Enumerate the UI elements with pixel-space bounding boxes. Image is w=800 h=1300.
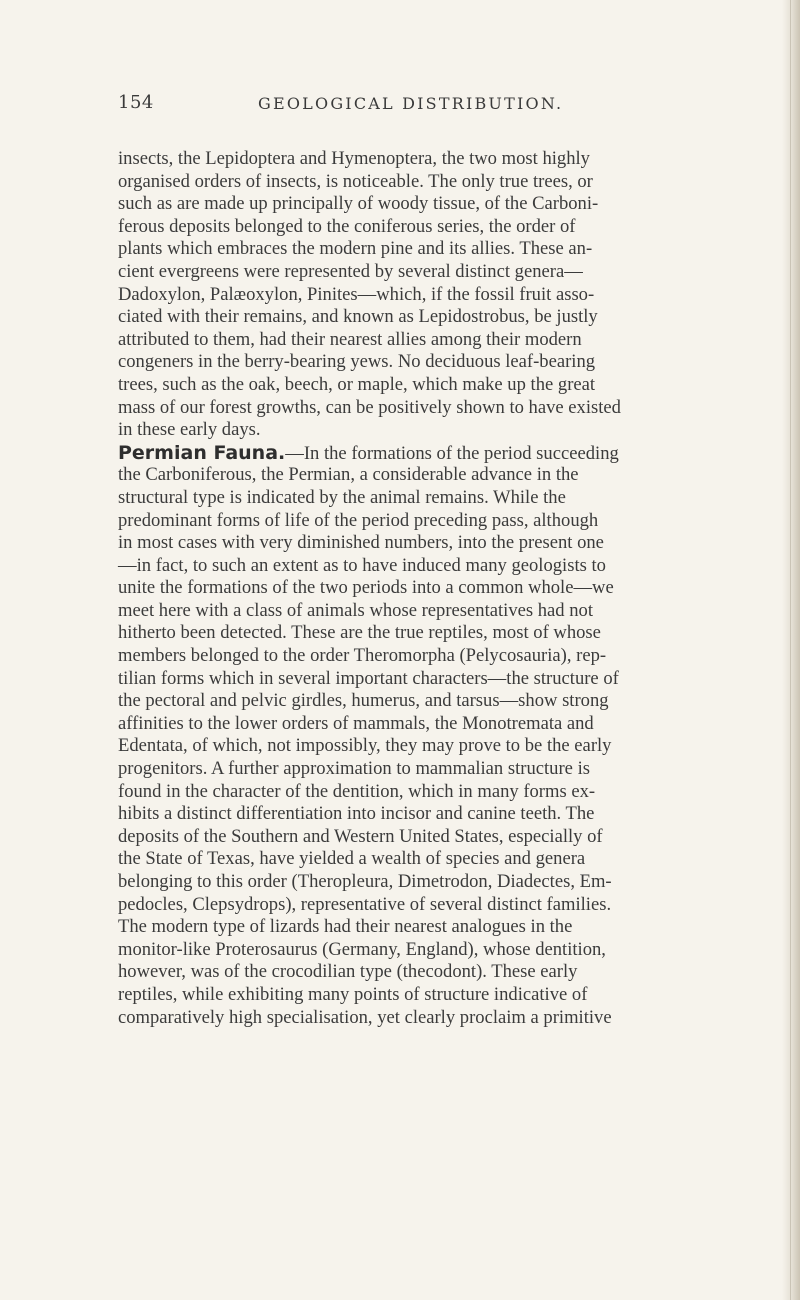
text-line: unite the formations of the two periods into a common whole—we — [118, 577, 614, 599]
text-line: comparatively high specialisation, yet clearly proclaim a primitive — [118, 1006, 612, 1028]
text-line: hibits a distinct differentiation into incisor and canine teeth. The — [118, 803, 595, 825]
text-line: meet here with a class of animals whose representatives had not — [118, 599, 594, 621]
text-line: cient evergreens were represented by several distinct genera— — [118, 260, 583, 282]
text-line: attributed to them, had their nearest allies among their modern — [118, 328, 582, 350]
text-line: in most cases with very diminished numbers, into the present one — [118, 532, 604, 554]
text-line: the pectoral and pelvic girdles, humerus, and tarsus—show strong — [118, 690, 609, 712]
text-line: members belonged to the order Theromorpha (Pelycosauria), rep- — [118, 645, 607, 667]
text-line: the Carboniferous, the Permian, a considerable advance in the — [118, 464, 579, 486]
text-line: trees, such as the oak, beech, or maple, which make up the great — [118, 373, 596, 395]
text-line: ciated with their remains, and known as Lepidostrobus, be justly — [118, 306, 598, 328]
text-line: progenitors. A further approximation to mammalian structure is — [118, 758, 590, 780]
text-line: belonging to this order (Theropleura, Dimetrodon, Diadectes, Em- — [118, 871, 612, 892]
text-line: deposits of the Southern and Western United States, especially of — [118, 825, 603, 847]
text-line: Dadoxylon, Palæoxylon, Pinites—which, if the fossil fruit asso- — [118, 283, 595, 305]
text-line: reptiles, while exhibiting many points of structure indicative of — [118, 983, 588, 1005]
running-head: GEOLOGICAL DISTRIBUTION. — [258, 94, 564, 113]
text-line: found in the character of the dentition, which in many forms ex- — [118, 780, 596, 802]
text-line: in these early days. — [118, 419, 261, 441]
text-line: insects, the Lepidoptera and Hymenoptera, the two most highly — [118, 148, 590, 169]
text-line: plants which embraces the modern pine and its allies. These an- — [118, 238, 593, 260]
text-line: tilian forms which in several important characters—the structure of — [118, 667, 619, 689]
text-line: hitherto been detected. These are the true reptiles, most of whose — [118, 622, 601, 644]
page-number: 154 — [118, 92, 154, 113]
section-first-line-text: —In the formations of the period succeeding — [285, 442, 619, 464]
text-line: monitor-like Proterosaurus (Germany, England), whose dentition, — [118, 938, 606, 960]
body-text — [118, 148, 778, 1029]
text-line: predominant forms of life of the period preceding pass, although — [118, 509, 599, 531]
section-heading: Permian Fauna. — [118, 441, 286, 464]
text-line: ferous deposits belonged to the coniferous series, the order of — [118, 215, 576, 237]
page-header — [118, 92, 693, 122]
text-line: Edentata, of which, not impossibly, they may prove to be the early — [118, 735, 612, 757]
text-line: organised orders of insects, is noticeable. The only true trees, or — [118, 170, 593, 192]
text-line: —in fact, to such an extent as to have induced many geologists to — [118, 554, 606, 576]
text-line: mass of our forest growths, can be positively shown to have existed — [118, 396, 621, 418]
text-line: structural type is indicated by the animal remains. While the — [118, 486, 566, 508]
text-line: affinities to the lower orders of mammals, the Monotremata and — [118, 712, 594, 734]
text-line: however, was of the crocodilian type (thecodont). These early — [118, 961, 578, 983]
text-line: pedocles, Clepsydrops), representative of several distinct families. — [118, 893, 612, 915]
section-first-line — [118, 442, 778, 465]
page-edge-shadow — [782, 0, 800, 1300]
page-edge-line — [790, 0, 791, 1300]
text-line: such as are made up principally of woody tissue, of the Carboni- — [118, 193, 599, 215]
text-line: congeners in the berry-bearing yews. No deciduous leaf-bearing — [118, 351, 596, 373]
text-line: The modern type of lizards had their nearest analogues in the — [118, 916, 573, 938]
text-line: the State of Texas, have yielded a wealth of species and genera — [118, 848, 586, 870]
